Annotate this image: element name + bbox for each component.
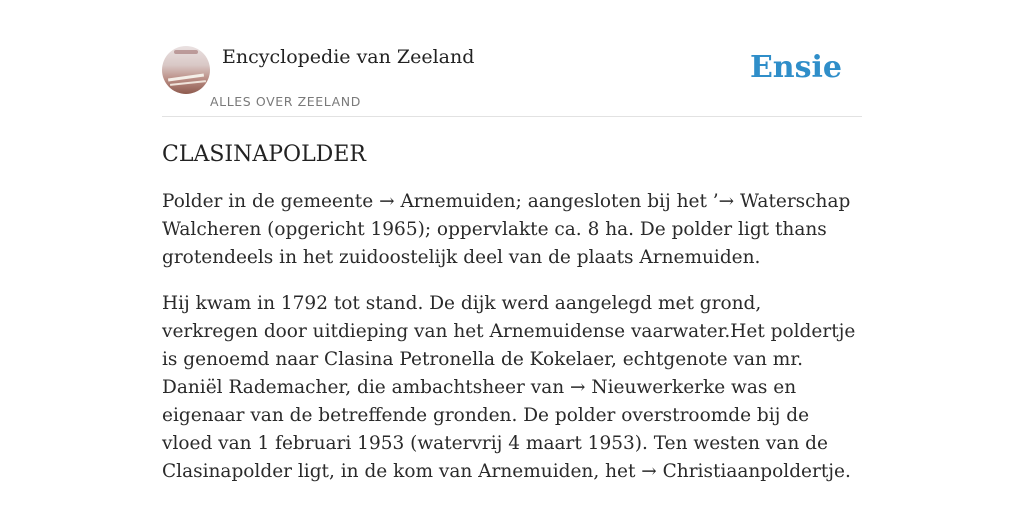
link-christiaanpoldertje[interactable]: → Christiaanpoldertje (641, 461, 845, 482)
avatar-detail (170, 80, 206, 86)
paragraph-text: was en eigenaar van de betreffende gronden. De polder overstroomde bij de vloed van 1 februari 1953 (watervrij 4 maart 1953). Ten westen van de Clasinapolder ligt, in de kom van Arnemuiden, het (162, 377, 828, 482)
entry-paragraph-1 (162, 188, 862, 272)
site-title[interactable]: Encyclopedie van Zeeland (222, 46, 475, 68)
site-subtitle: ALLES OVER ZEELAND (210, 94, 361, 109)
entry-title: CLASINAPOLDER (162, 142, 366, 167)
entry-paragraph-2 (162, 290, 862, 486)
avatar-detail (174, 50, 198, 54)
link-arnemuiden[interactable]: → Arnemuiden (379, 191, 516, 212)
paragraph-text: Polder in de gemeente (162, 191, 380, 212)
paragraph-text: Hij kwam in 1792 tot stand. De dijk werd aangelegd met grond, verkregen door uitdieping van het Arnemuidense vaarwater.Het poldertje is genoemd naar Clasina Petronella de Kokelaer, echtgenote van mr. Daniël Rademacher, die ambachtsheer van (162, 293, 856, 398)
site-header (162, 44, 862, 117)
link-nieuwerkerke[interactable]: → Nieuwerkerke (570, 377, 726, 398)
entry-content (162, 138, 862, 504)
paragraph-text: (opgericht 1965); oppervlakte ca. 8 ha. De polder ligt thans grotendeels in het zuidoostelijk deel van de plaats Arnemuiden. (162, 219, 827, 268)
ensie-logo-link[interactable]: Ensie (749, 50, 842, 85)
link-waterschap-walcheren[interactable]: → Waterschap Walcheren (162, 191, 851, 240)
site-avatar[interactable] (162, 46, 210, 94)
paragraph-text: . (844, 461, 851, 482)
paragraph-text: ; aangesloten bij het ’ (515, 191, 719, 212)
